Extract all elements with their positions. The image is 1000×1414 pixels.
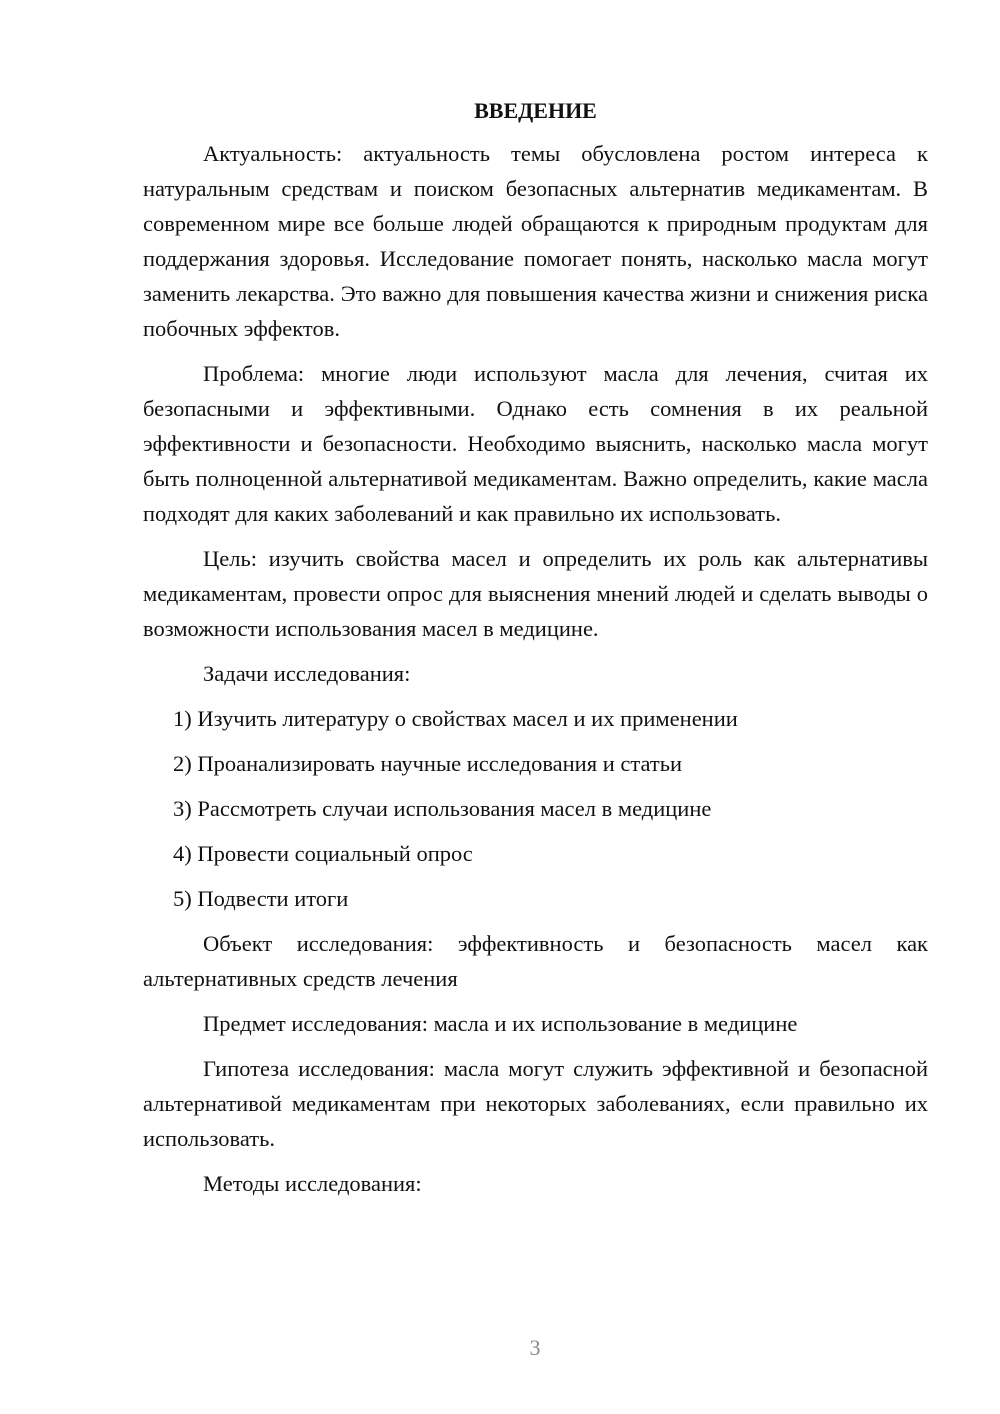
- paragraph-goal: Цель: изучить свойства масел и определить их роль как альтернативы медикаментам, провести опрос для выяснения мнений людей и сделать выводы о возможности использования масел в медицине.: [143, 546, 928, 641]
- paragraph-problem: Проблема: многие люди используют масла для лечения, считая их безопасными и эффективными. Однако есть сомнения в их реальной эффективности и безопасности. Необходимо выяснить, насколько масла могут быть полноценной альтернативой медикаментам. Важно определить, какие масла подходят для каких заболеваний и как правильно их использовать.: [143, 361, 928, 526]
- list-item: 4) Провести социальный опрос: [173, 841, 473, 866]
- paragraph-hypothesis: Гипотеза исследования: масла могут служить эффективной и безопасной альтернативой медикаментам при некоторых заболеваниях, если правильно их использовать.: [143, 1056, 928, 1151]
- methods-heading: Методы исследования:: [203, 1171, 422, 1196]
- tasks-list: [143, 701, 928, 916]
- list-item: 5) Подвести итоги: [173, 886, 349, 911]
- list-item: 1) Изучить литературу о свойствах масел и их применении: [173, 706, 738, 731]
- section-title: ВВЕДЕНИЕ: [474, 98, 597, 123]
- paragraph-relevance: Актуальность: актуальность темы обусловлена ростом интереса к натуральным средствам и поиском безопасных альтернатив медикаментам. В современном мире все больше людей обращаются к природным продуктам для поддержания здоровья. Исследование помогает понять, насколько масла могут заменить лекарства. Это важно для повышения качества жизни и снижения риска побочных эффектов.: [143, 141, 928, 341]
- list-item: 2) Проанализировать научные исследования и статьи: [173, 751, 682, 776]
- paragraph-object: Объект исследования: эффективность и безопасность масел как альтернативных средств лечения: [143, 931, 928, 991]
- page-number: 3: [529, 1335, 541, 1360]
- paragraph-subject: Предмет исследования: масла и их использование в медицине: [203, 1011, 798, 1036]
- list-item: 3) Рассмотреть случаи использования масел в медицине: [173, 796, 712, 821]
- tasks-heading: Задачи исследования:: [203, 661, 411, 686]
- document-body: [143, 93, 928, 1211]
